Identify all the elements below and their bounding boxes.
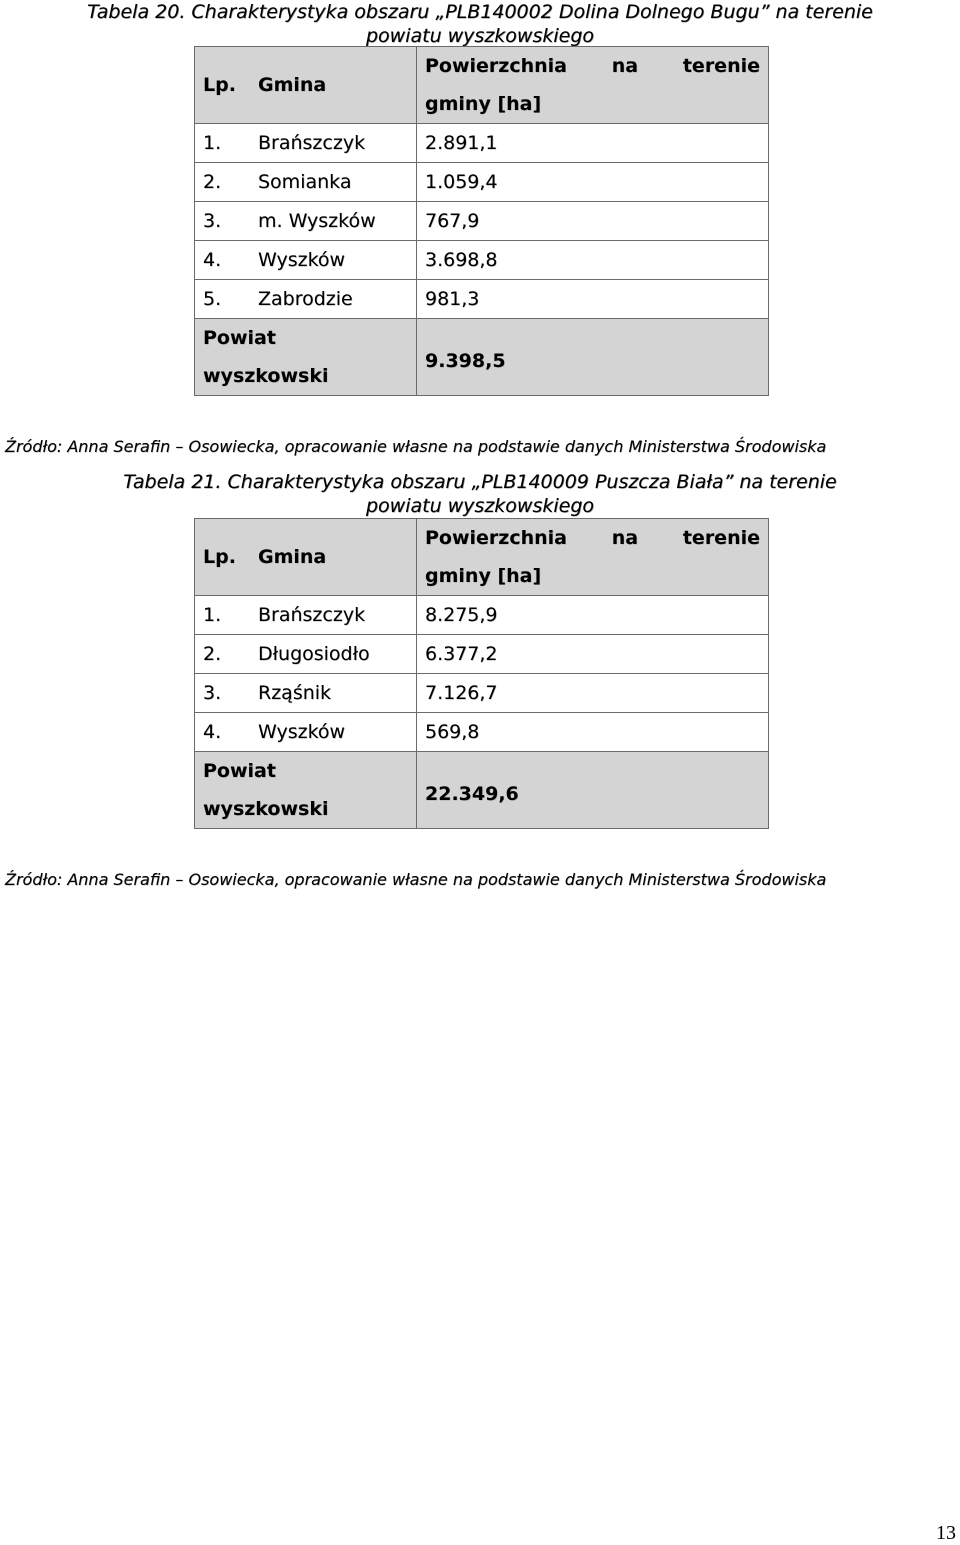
table-row [195, 241, 769, 280]
cell-lp: 1. [195, 124, 259, 163]
table-row [195, 596, 769, 635]
table-caption [0, 470, 960, 518]
cell-gmina: Rząśnik [258, 674, 417, 713]
cell-area: 767,9 [417, 202, 769, 241]
caption-line: Tabela 21. Charakterystyka obszaru „PLB140009 Puszcza Biała” na terenie [123, 471, 837, 493]
header-area-line2: gminy [ha] [425, 93, 542, 115]
header-gmina: Gmina [258, 47, 417, 124]
header-area [417, 519, 769, 596]
table-total-row [195, 752, 769, 829]
data-table [194, 46, 769, 396]
header-area-word: terenie [682, 527, 760, 549]
cell-lp: 4. [195, 713, 259, 752]
header-area-word: terenie [682, 55, 760, 77]
total-label-line: wyszkowski [203, 798, 329, 820]
table-header-row [195, 47, 769, 124]
table-row [195, 163, 769, 202]
cell-gmina: Wyszków [258, 241, 417, 280]
cell-lp: 5. [195, 280, 259, 319]
total-label [195, 752, 417, 829]
cell-lp: 3. [195, 202, 259, 241]
data-table [194, 518, 769, 829]
table-row [195, 124, 769, 163]
total-label-line: Powiat [203, 760, 276, 782]
page-number: 13 [936, 1522, 956, 1544]
table-row [195, 635, 769, 674]
cell-lp: 1. [195, 596, 259, 635]
cell-area: 2.891,1 [417, 124, 769, 163]
cell-gmina: Somianka [258, 163, 417, 202]
header-area-word: na [611, 55, 639, 77]
cell-area: 569,8 [417, 713, 769, 752]
cell-lp: 2. [195, 163, 259, 202]
cell-lp: 4. [195, 241, 259, 280]
total-value-text: 22.349,6 [425, 783, 519, 805]
cell-lp: 2. [195, 635, 259, 674]
table-caption [0, 0, 960, 48]
caption-line: powiatu wyszkowskiego [365, 25, 595, 47]
cell-lp: 3. [195, 674, 259, 713]
header-area-word: Powierzchnia [425, 55, 568, 77]
cell-gmina: m. Wyszków [258, 202, 417, 241]
table-row [195, 280, 769, 319]
table-header-row [195, 519, 769, 596]
header-area-line2: gminy [ha] [425, 565, 542, 587]
header-area-word: na [611, 527, 639, 549]
total-label-line: wyszkowski [203, 365, 329, 387]
total-value [417, 319, 769, 396]
cell-gmina: Zabrodzie [258, 280, 417, 319]
header-lp: Lp. [195, 47, 259, 124]
cell-gmina: Brańszczyk [258, 596, 417, 635]
total-value-text: 9.398,5 [425, 350, 506, 372]
cell-area: 981,3 [417, 280, 769, 319]
total-value [417, 752, 769, 829]
cell-area: 1.059,4 [417, 163, 769, 202]
total-label [195, 319, 417, 396]
cell-gmina: Długosiodło [258, 635, 417, 674]
table-row [195, 674, 769, 713]
source-note: Źródło: Anna Serafin – Osowiecka, opracowanie własne na podstawie danych Ministerstwa Środowiska [5, 870, 827, 889]
table-total-row [195, 319, 769, 396]
cell-area: 8.275,9 [417, 596, 769, 635]
header-gmina: Gmina [258, 519, 417, 596]
cell-area: 3.698,8 [417, 241, 769, 280]
header-area-word: Powierzchnia [425, 527, 568, 549]
cell-gmina: Wyszków [258, 713, 417, 752]
caption-line: Tabela 20. Charakterystyka obszaru „PLB140002 Dolina Dolnego Bugu” na terenie [87, 1, 873, 23]
header-area [417, 47, 769, 124]
table-row [195, 202, 769, 241]
cell-area: 7.126,7 [417, 674, 769, 713]
total-label-line: Powiat [203, 327, 276, 349]
table-row [195, 713, 769, 752]
header-lp: Lp. [195, 519, 259, 596]
cell-gmina: Brańszczyk [258, 124, 417, 163]
source-note: Źródło: Anna Serafin – Osowiecka, opracowanie własne na podstawie danych Ministerstwa Środowiska [5, 437, 827, 456]
cell-area: 6.377,2 [417, 635, 769, 674]
caption-line: powiatu wyszkowskiego [365, 495, 595, 517]
